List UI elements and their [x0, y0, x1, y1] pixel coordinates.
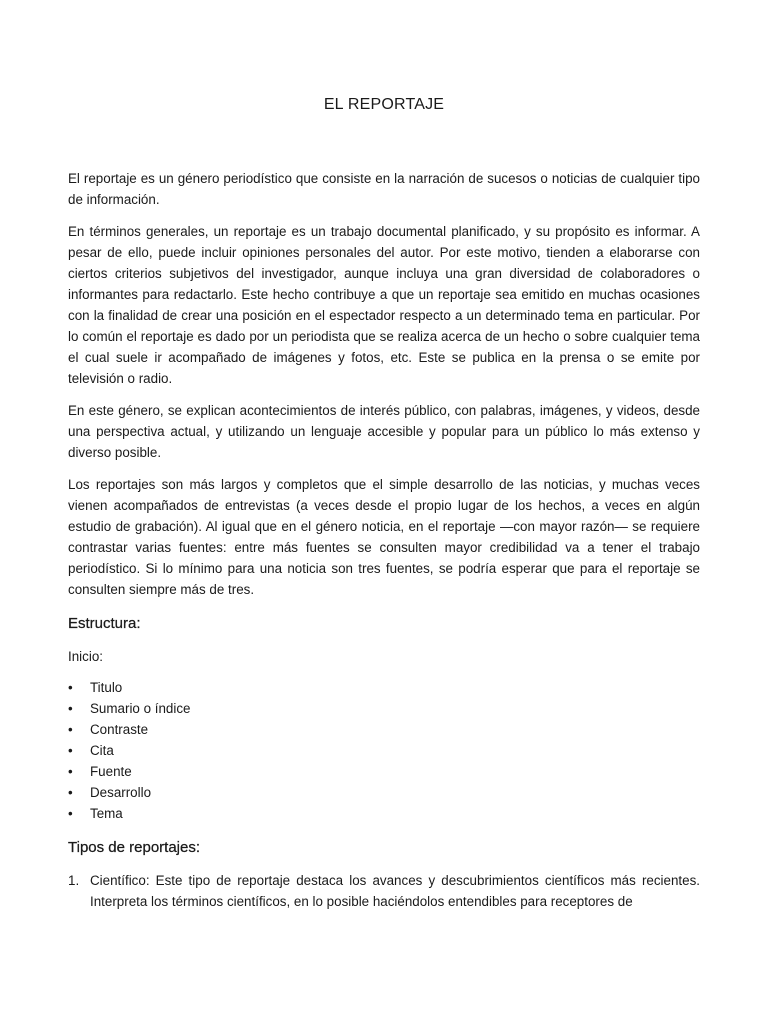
tipos-list [68, 870, 700, 912]
list-item [68, 782, 700, 803]
list-item-label: Cita [90, 743, 114, 758]
list-item [68, 698, 700, 719]
list-item-text: Científico: Este tipo de reportaje destaca los avances y descubrimientos científicos más recientes. Interpreta los términos científicos, en lo posible haciéndolos entendibles para receptores de [90, 873, 700, 909]
bullet-icon: • [68, 701, 73, 716]
paragraph-genre: En este género, se explican acontecimientos de interés público, con palabras, imágenes, y videos, desde una perspectiva actual, y utilizando un lenguaje accesible y popular para un público lo más extenso y diverso posible. [68, 403, 700, 460]
document-body [68, 168, 700, 912]
bullet-icon: • [68, 764, 73, 779]
list-item-label: Desarrollo [90, 785, 152, 800]
paragraph-sources: Los reportajes son más largos y completos que el simple desarrollo de las noticias, y muchas veces vienen acompañados de entrevistas (a veces desde el propio lugar de los hechos, a veces en algún estudio de grabación). Al igual que en el género noticia, en el reportaje —con mayor razón— se requiere contrastar varias fuentes: entre más fuentes se consulten mayor credibilidad va a tener el trabajo periodístico. Si lo mínimo para una noticia son tres fuentes, se podría esperar que para el reportaje se consulten siempre más de tres. [68, 477, 700, 597]
list-item-label: Fuente [90, 764, 132, 779]
page-title: EL REPORTAJE [323, 96, 445, 113]
list-item-number: 1. [68, 873, 80, 888]
list-item [68, 761, 700, 782]
paragraph-intro: El reportaje es un género periodístico que consiste en la narración de sucesos o noticias de cualquier tipo de información. [68, 171, 700, 207]
list-item [68, 740, 700, 761]
section-heading-estructura: Estructura: [68, 615, 141, 632]
list-item-label: Contraste [90, 722, 149, 737]
paragraph-general-terms: En términos generales, un reportaje es un trabajo documental planificado, y su propósito es informar. A pesar de ello, puede incluir opiniones personales del autor. Por este motivo, tienden a elaborarse con ciertos criterios subjetivos del investigador, aunque incluya una gran diversidad de colaboradores o informantes para redactarlo. Este hecho contribuye a que un reportaje sea emitido en muchas ocasiones con la finalidad de crear una posición en el espectador respecto a un determinado tema en particular. Por lo común el reportaje es dado por un periodista que se realiza acerca de un hecho o sobre cualquier tema el cual suele ir acompañado de imágenes y fotos, etc. Este se publica en la prensa o se emite por televisión o radio. [68, 224, 700, 386]
list-item [68, 719, 700, 740]
bullet-icon: • [68, 722, 73, 737]
list-item-label: Sumario o índice [90, 701, 191, 716]
bullet-icon: • [68, 743, 73, 758]
bullet-icon: • [68, 806, 73, 821]
list-item-label: Titulo [90, 680, 123, 695]
bullet-icon: • [68, 680, 73, 695]
section-heading-tipos: Tipos de reportajes: [68, 839, 201, 856]
list-item-label: Tema [90, 806, 123, 821]
list-item [68, 870, 700, 912]
list-item [68, 803, 700, 824]
list-item [68, 677, 700, 698]
bullet-icon: • [68, 785, 73, 800]
estructura-list [68, 677, 700, 824]
subheading-inicio: Inicio: [68, 649, 103, 664]
